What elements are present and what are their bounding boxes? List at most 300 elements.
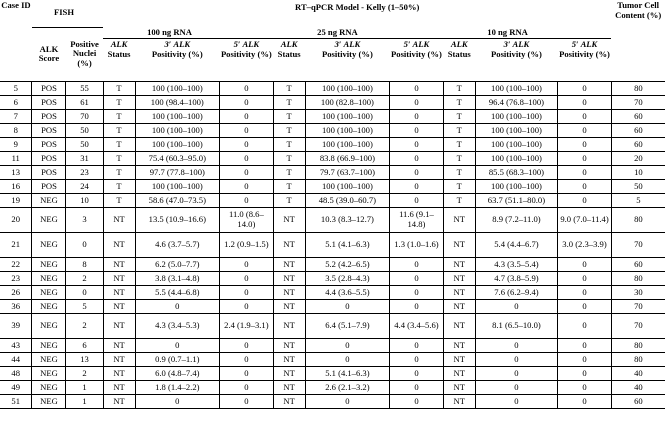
three-prime-label: 3′ (334, 39, 342, 49)
five-prime-positivity-cell: 0 (220, 124, 274, 138)
table-row (0, 367, 665, 381)
three-prime-positivity-cell: 3.8 (3.1–4.8) (135, 272, 220, 286)
positivity-word: Positivity (%) (151, 48, 203, 59)
alk-status-cell: NT (273, 208, 305, 233)
alk-status-cell: NT (443, 272, 475, 286)
case-id-cell: 13 (0, 166, 32, 180)
five-prime-positivity-cell: 0 (558, 395, 612, 409)
three-prime-positivity-cell: 0 (475, 367, 557, 381)
alk-status-cell: T (273, 152, 305, 166)
five-prime-positivity-cell: 0 (558, 367, 612, 381)
group-header-10ng: 10 ng RNA (443, 27, 611, 39)
tumor-content-cell: 70 (611, 314, 665, 339)
five-prime-positivity-cell: 0 (558, 272, 612, 286)
positive-nuclei-cell: 1 (66, 381, 103, 395)
three-prime-positivity-cell: 63.7 (51.1–80.0) (475, 194, 557, 208)
three-prime-positivity-cell: 8.9 (7.2–11.0) (475, 208, 557, 233)
alk-word: ALK (280, 39, 298, 49)
three-prime-positivity-cell: 0 (475, 381, 557, 395)
table-row (0, 233, 665, 258)
three-prime-positivity-cell: 4.3 (3.5–5.4) (475, 258, 557, 272)
table-row (0, 339, 665, 353)
alk-status-cell: T (103, 124, 135, 138)
status-word: Status (447, 48, 471, 59)
three-prime-positivity-cell: 2.6 (2.1–3.2) (305, 381, 390, 395)
three-prime-positivity-cell: 100 (100–100) (305, 138, 390, 152)
three-prime-positivity-cell: 100 (100–100) (135, 124, 220, 138)
alk-status-cell: T (273, 96, 305, 110)
five-prime-positivity-cell: 0 (390, 180, 444, 194)
positive-nuclei-cell: 5 (66, 300, 103, 314)
case-id-cell: 36 (0, 300, 32, 314)
alk-status-cell: NT (443, 381, 475, 395)
table-row (0, 314, 665, 339)
positivity-word: Positivity (%) (491, 48, 542, 59)
positivity-word: Positivity (%) (391, 48, 442, 59)
five-prime-positivity-cell: 0 (220, 286, 274, 300)
three-prime-positivity-cell: 0 (135, 300, 220, 314)
alk-score-cell: NEG (32, 381, 66, 395)
table-row (0, 152, 665, 166)
positive-nuclei-cell: 13 (66, 353, 103, 367)
alk-word: ALK (173, 39, 191, 49)
alk-word: ALK (110, 39, 128, 49)
three-prime-positivity-cell: 0 (135, 339, 220, 353)
three-prime-positivity-cell: 6.2 (5.0–7.7) (135, 258, 220, 272)
three-prime-positivity-cell: 8.1 (6.5–10.0) (475, 314, 557, 339)
three-prime-positivity-cell: 100 (100–100) (135, 180, 220, 194)
five-prime-positivity-cell: 0 (390, 82, 444, 96)
alk-status-cell: T (273, 180, 305, 194)
three-prime-positivity-cell: 100 (100–100) (475, 82, 557, 96)
three-prime-positivity-cell: 100 (100–100) (475, 180, 557, 194)
alk-status-cell: NT (103, 272, 135, 286)
three-prime-positivity-cell: 3.5 (2.8–4.3) (305, 272, 390, 286)
status-word: Status (107, 48, 131, 59)
three-prime-positivity-cell: 4.4 (3.6–5.5) (305, 286, 390, 300)
table-row (0, 381, 665, 395)
table-row (0, 180, 665, 194)
alk-status-cell: NT (273, 339, 305, 353)
alk-status-cell: NT (273, 286, 305, 300)
alk-status-cell: NT (273, 258, 305, 272)
five-prime-positivity-cell: 9.0 (7.0–11.4) (558, 208, 612, 233)
alk-status-cell: T (103, 152, 135, 166)
table-row (0, 208, 665, 233)
tumor-content-cell: 80 (611, 82, 665, 96)
tumor-content-cell: 30 (611, 286, 665, 300)
tumor-content-cell: 80 (611, 208, 665, 233)
alk-score-cell: NEG (32, 353, 66, 367)
alk-score-cell: POS (32, 166, 66, 180)
table-row (0, 124, 665, 138)
three-prime-positivity-cell: 0 (135, 395, 220, 409)
five-prime-label: 5′ (233, 39, 241, 49)
alk-score-cell: NEG (32, 314, 66, 339)
positive-nuclei-cell: 31 (66, 152, 103, 166)
three-prime-positivity-cell: 100 (100–100) (475, 110, 557, 124)
five-prime-positivity-cell: 0 (220, 339, 274, 353)
three-prime-positivity-cell: 0 (305, 353, 390, 367)
alk-status-header-100ng (103, 39, 135, 82)
three-prime-positivity-cell: 5.1 (4.1–6.3) (305, 233, 390, 258)
three-prime-positivity-cell: 0.9 (0.7–1.1) (135, 353, 220, 367)
tumor-content-cell: 60 (611, 138, 665, 152)
tumor-content-cell: 10 (611, 166, 665, 180)
three-prime-positivity-cell: 6.0 (4.8–7.4) (135, 367, 220, 381)
case-id-cell: 6 (0, 96, 32, 110)
positive-nuclei-cell: 1 (66, 395, 103, 409)
three-prime-positivity-cell: 100 (98.4–100) (135, 96, 220, 110)
three-prime-positivity-cell: 100 (100–100) (475, 124, 557, 138)
five-prime-positivity-header-100ng (220, 39, 274, 82)
alk-status-cell: NT (443, 300, 475, 314)
alk-status-cell: NT (103, 367, 135, 381)
alk-status-cell: T (443, 194, 475, 208)
table-row (0, 395, 665, 409)
three-prime-positivity-cell: 5.5 (4.4–6.8) (135, 286, 220, 300)
five-prime-positivity-cell: 0 (390, 300, 444, 314)
positive-nuclei-cell: 6 (66, 339, 103, 353)
positive-nuclei-cell: 23 (66, 166, 103, 180)
five-prime-positivity-cell: 0 (220, 300, 274, 314)
tumor-content-cell: 80 (611, 339, 665, 353)
five-prime-label: 5′ (403, 39, 411, 49)
alk-status-cell: NT (273, 233, 305, 258)
alk-score-cell: POS (32, 152, 66, 166)
table-row (0, 96, 665, 110)
case-id-cell: 20 (0, 208, 32, 233)
alk-score-cell: NEG (32, 208, 66, 233)
positivity-word: Positivity (%) (220, 48, 272, 59)
five-prime-positivity-cell: 0 (558, 258, 612, 272)
alk-score-cell: POS (32, 124, 66, 138)
positive-nuclei-cell: 2 (66, 272, 103, 286)
positivity-word: Positivity (%) (559, 48, 610, 59)
case-id-cell: 26 (0, 286, 32, 300)
five-prime-positivity-cell: 0 (220, 180, 274, 194)
positive-nuclei-cell: 55 (66, 82, 103, 96)
alk-status-cell: NT (103, 314, 135, 339)
alk-status-cell: NT (273, 381, 305, 395)
alk-status-cell: T (103, 138, 135, 152)
five-prime-positivity-cell: 0 (558, 194, 612, 208)
alk-status-header-10ng (443, 39, 475, 82)
three-prime-positivity-cell: 10.3 (8.3–12.7) (305, 208, 390, 233)
case-id-cell: 49 (0, 381, 32, 395)
alk-status-header-25ng (273, 39, 305, 82)
alk-status-cell: NT (273, 353, 305, 367)
tumor-content-cell: 70 (611, 300, 665, 314)
alk-status-cell: NT (103, 353, 135, 367)
positive-nuclei-cell: 10 (66, 194, 103, 208)
five-prime-positivity-cell: 0 (558, 314, 612, 339)
five-prime-positivity-cell: 1.2 (0.9–1.5) (220, 233, 274, 258)
alk-word: ALK (343, 39, 361, 49)
alk-word: ALK (450, 39, 468, 49)
alk-status-cell: NT (273, 395, 305, 409)
case-id-header: Case ID (0, 0, 32, 82)
alk-status-cell: NT (103, 339, 135, 353)
case-id-cell: 5 (0, 82, 32, 96)
tumor-content-cell: 60 (611, 110, 665, 124)
three-prime-positivity-header-10ng (475, 39, 557, 82)
five-prime-positivity-cell: 0 (558, 152, 612, 166)
alk-score-cell: NEG (32, 258, 66, 272)
alk-score-cell: POS (32, 96, 66, 110)
three-prime-positivity-cell: 83.8 (66.9–100) (305, 152, 390, 166)
group-header-25ng: 25 ng RNA (273, 27, 443, 39)
three-prime-positivity-cell: 58.6 (47.0–73.5) (135, 194, 220, 208)
positive-nuclei-header: Positive Nuclei (%) (66, 27, 103, 82)
alk-status-cell: NT (443, 233, 475, 258)
tumor-content-cell: 60 (611, 258, 665, 272)
alk-score-cell: NEG (32, 367, 66, 381)
alk-word: ALK (412, 39, 430, 49)
case-id-cell: 23 (0, 272, 32, 286)
three-prime-positivity-cell: 79.7 (63.7–100) (305, 166, 390, 180)
table-row (0, 258, 665, 272)
alk-status-cell: NT (273, 300, 305, 314)
positive-nuclei-cell: 8 (66, 258, 103, 272)
five-prime-positivity-cell: 0 (558, 96, 612, 110)
five-prime-positivity-cell: 0 (220, 82, 274, 96)
five-prime-positivity-cell: 11.0 (8.6–14.0) (220, 208, 274, 233)
table-header (0, 0, 665, 82)
alk-score-cell: NEG (32, 272, 66, 286)
alk-status-cell: NT (443, 258, 475, 272)
five-prime-positivity-cell: 0 (220, 96, 274, 110)
five-prime-positivity-cell: 0 (558, 286, 612, 300)
table-row (0, 286, 665, 300)
three-prime-positivity-cell: 7.6 (6.2–9.4) (475, 286, 557, 300)
alk-score-cell: NEG (32, 233, 66, 258)
alk-status-cell: T (103, 180, 135, 194)
five-prime-positivity-cell: 0 (220, 194, 274, 208)
three-prime-positivity-cell: 5.1 (4.1–6.3) (305, 367, 390, 381)
alk-status-cell: NT (443, 314, 475, 339)
alk-status-cell: T (443, 82, 475, 96)
five-prime-positivity-header-10ng (558, 39, 612, 82)
tumor-content-cell: 80 (611, 272, 665, 286)
five-prime-positivity-cell: 0 (558, 124, 612, 138)
alk-status-cell: NT (103, 208, 135, 233)
status-word: Status (277, 48, 301, 59)
three-prime-positivity-cell: 100 (100–100) (305, 124, 390, 138)
three-prime-positivity-cell: 75.4 (60.3–95.0) (135, 152, 220, 166)
alk-status-cell: T (273, 110, 305, 124)
five-prime-positivity-cell: 0 (558, 166, 612, 180)
five-prime-positivity-cell: 0 (220, 258, 274, 272)
alk-status-cell: NT (443, 286, 475, 300)
alk-status-cell: NT (103, 300, 135, 314)
case-id-cell: 9 (0, 138, 32, 152)
three-prime-positivity-cell: 96.4 (76.8–100) (475, 96, 557, 110)
alk-status-cell: T (443, 124, 475, 138)
five-prime-positivity-cell: 0 (220, 110, 274, 124)
five-prime-positivity-cell: 0 (390, 96, 444, 110)
positive-nuclei-cell: 0 (66, 286, 103, 300)
five-prime-positivity-cell: 0 (390, 272, 444, 286)
group-header-100ng: 100 ng RNA (103, 27, 273, 39)
three-prime-positivity-cell: 6.4 (5.1–7.9) (305, 314, 390, 339)
alk-score-cell: NEG (32, 286, 66, 300)
tumor-content-cell: 80 (611, 353, 665, 367)
three-prime-positivity-cell: 97.7 (77.8–100) (135, 166, 220, 180)
three-prime-label: 3′ (164, 39, 172, 49)
case-id-cell: 8 (0, 124, 32, 138)
five-prime-positivity-cell: 3.0 (2.3–3.9) (558, 233, 612, 258)
three-prime-positivity-cell: 100 (100–100) (305, 180, 390, 194)
alk-status-cell: T (273, 82, 305, 96)
alk-score-cell: POS (32, 180, 66, 194)
alk-status-cell: NT (103, 233, 135, 258)
case-id-cell: 48 (0, 367, 32, 381)
three-prime-positivity-cell: 0 (305, 300, 390, 314)
five-prime-positivity-cell: 0 (390, 381, 444, 395)
positive-nuclei-cell: 3 (66, 208, 103, 233)
alk-status-cell: T (273, 138, 305, 152)
five-prime-positivity-cell: 0 (390, 166, 444, 180)
five-prime-positivity-cell: 0 (390, 194, 444, 208)
alk-status-cell: T (443, 152, 475, 166)
three-prime-positivity-cell: 100 (100–100) (135, 82, 220, 96)
alk-status-cell: NT (443, 395, 475, 409)
five-prime-positivity-cell: 0 (220, 152, 274, 166)
five-prime-positivity-cell: 0 (390, 124, 444, 138)
three-prime-positivity-cell: 1.8 (1.4–2.2) (135, 381, 220, 395)
three-prime-positivity-cell: 100 (100–100) (305, 82, 390, 96)
alk-score-cell: NEG (32, 194, 66, 208)
five-prime-positivity-cell: 0 (558, 300, 612, 314)
five-prime-positivity-cell: 0 (558, 138, 612, 152)
alk-status-cell: T (103, 110, 135, 124)
three-prime-positivity-cell: 100 (100–100) (135, 110, 220, 124)
tumor-content-cell: 70 (611, 233, 665, 258)
three-prime-positivity-cell: 0 (475, 353, 557, 367)
three-prime-positivity-cell: 4.6 (3.7–5.7) (135, 233, 220, 258)
five-prime-positivity-cell: 0 (390, 110, 444, 124)
three-prime-positivity-cell: 4.7 (3.8–5.9) (475, 272, 557, 286)
five-prime-positivity-cell: 0 (390, 395, 444, 409)
table-row (0, 272, 665, 286)
case-id-cell: 39 (0, 314, 32, 339)
five-prime-positivity-cell: 0 (558, 353, 612, 367)
three-prime-positivity-cell: 100 (100–100) (475, 152, 557, 166)
three-prime-positivity-cell: 85.5 (68.3–100) (475, 166, 557, 180)
alk-status-cell: NT (273, 272, 305, 286)
five-prime-positivity-cell: 2.4 (1.9–3.1) (220, 314, 274, 339)
alk-word: ALK (512, 39, 530, 49)
five-prime-positivity-cell: 0 (558, 110, 612, 124)
tumor-content-header: Tumor Cell Content (%) (611, 0, 665, 82)
case-id-cell: 7 (0, 110, 32, 124)
fish-header: FISH (32, 0, 103, 27)
case-id-cell: 43 (0, 339, 32, 353)
three-prime-positivity-cell: 48.5 (39.0–60.7) (305, 194, 390, 208)
alk-score-cell: NEG (32, 300, 66, 314)
case-id-cell: 11 (0, 152, 32, 166)
table-row (0, 300, 665, 314)
three-prime-positivity-cell: 0 (475, 300, 557, 314)
five-prime-positivity-cell: 0 (390, 152, 444, 166)
alk-status-cell: T (103, 194, 135, 208)
table-row (0, 353, 665, 367)
positive-nuclei-cell: 50 (66, 124, 103, 138)
tumor-content-cell: 60 (611, 395, 665, 409)
alk-status-cell: T (103, 166, 135, 180)
five-prime-positivity-cell: 0 (558, 82, 612, 96)
positive-nuclei-cell: 50 (66, 138, 103, 152)
tumor-content-cell: 60 (611, 124, 665, 138)
table-body (0, 82, 665, 409)
alk-score-cell: NEG (32, 339, 66, 353)
alk-score-cell: POS (32, 138, 66, 152)
three-prime-positivity-cell: 0 (475, 395, 557, 409)
tumor-content-cell: 20 (611, 152, 665, 166)
five-prime-positivity-cell: 0 (390, 353, 444, 367)
tumor-content-cell: 70 (611, 96, 665, 110)
alk-status-cell: T (443, 110, 475, 124)
alk-word: ALK (580, 39, 598, 49)
case-id-cell: 22 (0, 258, 32, 272)
alk-status-cell: NT (443, 208, 475, 233)
five-prime-positivity-cell: 4.4 (3.4–5.6) (390, 314, 444, 339)
table-row (0, 82, 665, 96)
alk-status-cell: NT (273, 314, 305, 339)
five-prime-positivity-cell: 0 (558, 339, 612, 353)
alk-score-cell: POS (32, 110, 66, 124)
case-id-cell: 51 (0, 395, 32, 409)
alk-word: ALK (242, 39, 260, 49)
three-prime-positivity-cell: 0 (475, 339, 557, 353)
five-prime-positivity-cell: 0 (390, 138, 444, 152)
alk-score-cell: NEG (32, 395, 66, 409)
three-prime-positivity-cell: 100 (100–100) (475, 138, 557, 152)
three-prime-positivity-cell: 100 (82.8–100) (305, 96, 390, 110)
alk-status-cell: NT (273, 367, 305, 381)
alk-status-cell: NT (443, 339, 475, 353)
positive-nuclei-cell: 70 (66, 110, 103, 124)
table-row (0, 110, 665, 124)
alk-status-cell: NT (443, 367, 475, 381)
alk-status-cell: T (443, 166, 475, 180)
five-prime-positivity-cell: 0 (220, 381, 274, 395)
five-prime-positivity-cell: 0 (220, 353, 274, 367)
five-prime-positivity-cell: 0 (390, 258, 444, 272)
case-id-cell: 44 (0, 353, 32, 367)
alk-status-cell: NT (103, 381, 135, 395)
five-prime-positivity-cell: 0 (220, 367, 274, 381)
three-prime-positivity-cell: 0 (305, 395, 390, 409)
model-title-header: RT–qPCR Model - Kelly (1–50%) (295, 2, 420, 12)
alk-score-cell: POS (32, 82, 66, 96)
five-prime-positivity-cell: 0 (558, 381, 612, 395)
positive-nuclei-cell: 24 (66, 180, 103, 194)
table-row (0, 166, 665, 180)
five-prime-positivity-cell: 0 (390, 286, 444, 300)
alk-status-cell: NT (103, 395, 135, 409)
five-prime-positivity-cell: 0 (390, 367, 444, 381)
table-row (0, 194, 665, 208)
five-prime-positivity-cell: 0 (220, 272, 274, 286)
alk-status-cell: T (103, 82, 135, 96)
positive-nuclei-cell: 2 (66, 314, 103, 339)
five-prime-positivity-cell: 0 (220, 138, 274, 152)
tumor-content-cell: 5 (611, 194, 665, 208)
five-prime-positivity-cell: 0 (558, 180, 612, 194)
three-prime-positivity-header-100ng (135, 39, 220, 82)
